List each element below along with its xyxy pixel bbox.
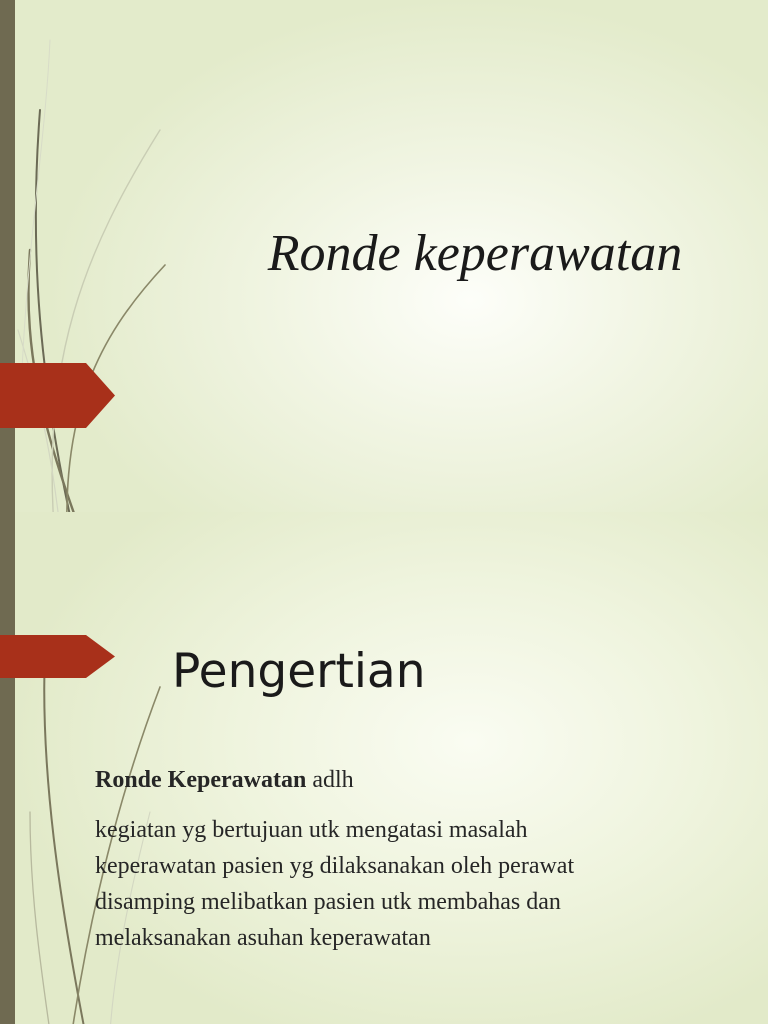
definition-line: kegiatan yg bertujuan utk mengatasi masalah (95, 817, 528, 843)
definition-line: disamping melibatkan pasien utk membahas dan (95, 889, 561, 915)
definition-lead (95, 762, 745, 798)
slide-title: Pengertian (172, 644, 426, 699)
definition-term: Ronde Keperawatan (95, 767, 307, 793)
definition-line: keperawatan pasien yg dilaksanakan oleh perawat (95, 853, 575, 879)
definition-text (95, 812, 745, 956)
definition-lead-rest: adlh (306, 767, 354, 793)
content-slide (0, 512, 768, 1024)
definition-line: melaksanakan asuhan keperawatan (95, 925, 431, 951)
slide-title: Ronde keperawatan (267, 225, 683, 282)
